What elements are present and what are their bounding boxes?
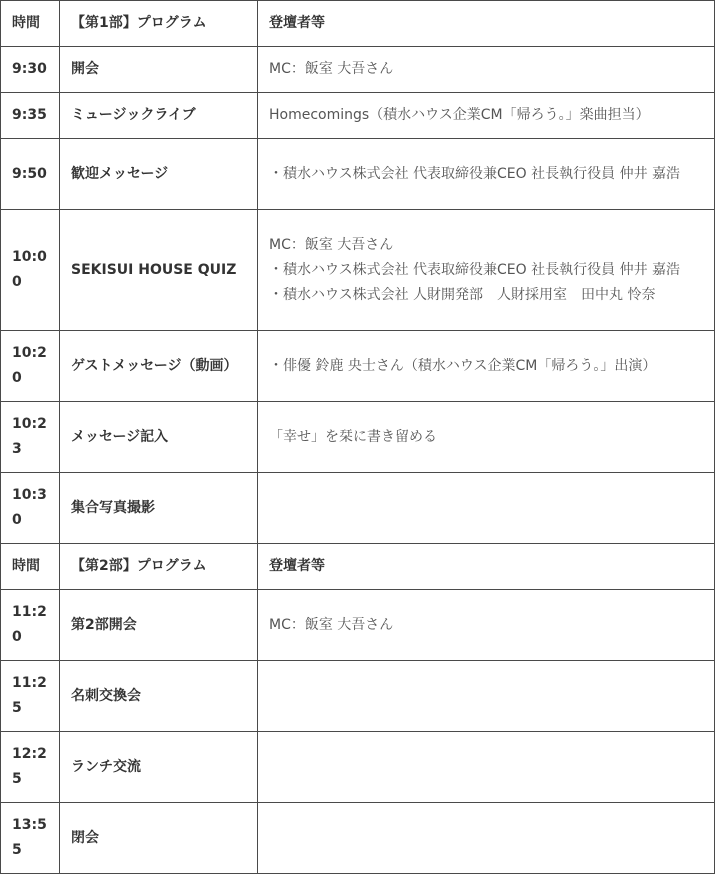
time-cell: 13:55 [1, 803, 60, 874]
program-cell: SEKISUI HOUSE QUIZ [60, 210, 258, 331]
table-row [1, 93, 715, 139]
performer-line: MC：飯室 大吾さん [269, 236, 394, 253]
program-cell: 集合写真撮影 [60, 473, 258, 544]
time-cell: 10:20 [1, 331, 60, 402]
program-cell: メッセージ記入 [60, 402, 258, 473]
program-cell: 閉会 [60, 803, 258, 874]
performer-line: MC：飯室 大吾さん [269, 616, 394, 633]
time-cell: 9:50 [1, 139, 60, 210]
time-cell: 11:25 [1, 661, 60, 732]
time-cell: 12:25 [1, 732, 60, 803]
performers-cell [258, 93, 715, 139]
performers-cell [258, 732, 715, 803]
performers-cell [258, 210, 715, 331]
performers-header: 登壇者等 [258, 1, 715, 47]
part1-header-row [1, 1, 715, 47]
table-row [1, 661, 715, 732]
performer-line: ・積水ハウス株式会社 代表取締役兼CEO 社長執行役員 仲井 嘉浩 [269, 261, 681, 278]
time-cell: 10:30 [1, 473, 60, 544]
performers-cell [258, 331, 715, 402]
time-cell: 11:20 [1, 590, 60, 661]
time-cell: 9:35 [1, 93, 60, 139]
performers-cell [258, 473, 715, 544]
table-row [1, 590, 715, 661]
program-cell: ランチ交流 [60, 732, 258, 803]
time-header: 時間 [1, 1, 60, 47]
program-cell: 開会 [60, 47, 258, 93]
table-row [1, 803, 715, 874]
performers-cell [258, 139, 715, 210]
table-row [1, 47, 715, 93]
time-cell: 10:00 [1, 210, 60, 331]
performer-line: Homecomings（積水ハウス企業CM「帰ろう。」楽曲担当） [269, 107, 650, 123]
performer-line: ・俳優 鈴鹿 央士さん（積水ハウス企業CM「帰ろう。」出演） [269, 357, 657, 374]
table-row [1, 473, 715, 544]
program-cell: 歓迎メッセージ [60, 139, 258, 210]
program-header: 【第1部】プログラム [60, 1, 258, 47]
performers-cell [258, 402, 715, 473]
table-row [1, 732, 715, 803]
program-cell: ゲストメッセージ（動画） [60, 331, 258, 402]
time-cell: 9:30 [1, 47, 60, 93]
performer-line: 「幸せ」を栞に書き留める [269, 428, 437, 445]
performers-cell [258, 803, 715, 874]
performers-cell [258, 590, 715, 661]
performers-header: 登壇者等 [258, 544, 715, 590]
program-header: 【第2部】プログラム [60, 544, 258, 590]
performers-cell [258, 47, 715, 93]
performer-line: ・積水ハウス株式会社 人財開発部 人財採用室 田中丸 怜奈 [269, 286, 656, 303]
table-row [1, 139, 715, 210]
program-cell: 名刺交換会 [60, 661, 258, 732]
program-cell: ミュージックライブ [60, 93, 258, 139]
table-row [1, 402, 715, 473]
program-cell: 第2部開会 [60, 590, 258, 661]
performer-line: ・積水ハウス株式会社 代表取締役兼CEO 社長執行役員 仲井 嘉浩 [269, 165, 681, 182]
time-header: 時間 [1, 544, 60, 590]
part2-header-row [1, 544, 715, 590]
table-row [1, 210, 715, 331]
performers-cell [258, 661, 715, 732]
time-cell: 10:23 [1, 402, 60, 473]
performer-line: MC：飯室 大吾さん [269, 61, 394, 77]
table-row [1, 331, 715, 402]
